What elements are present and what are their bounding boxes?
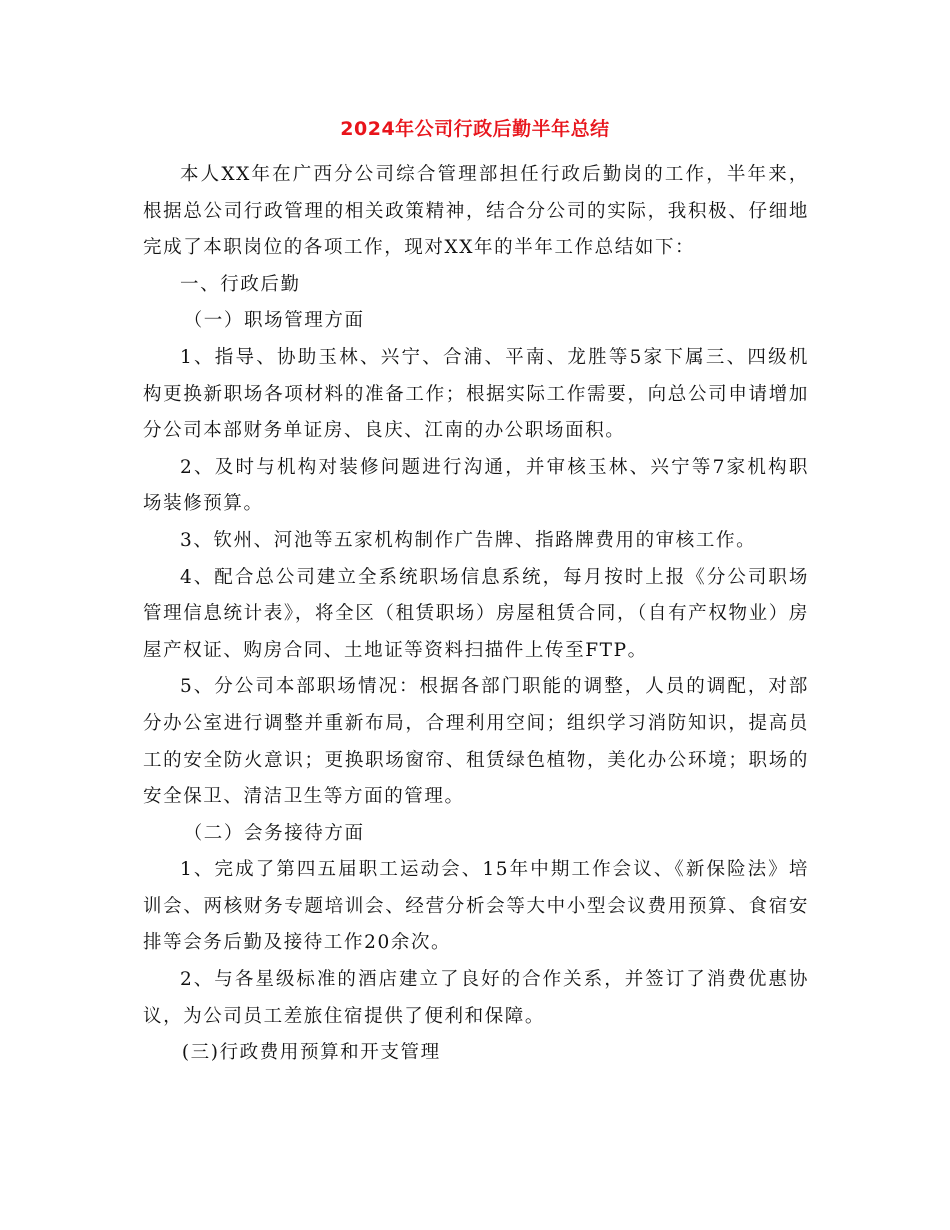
document-title: 2024年公司行政后勤半年总结	[340, 118, 610, 140]
list-item: 1、指导、协助玉林、兴宁、合浦、平南、龙胜等5家下属三、四级机构更换新职场各项材料的准备工作；根据实际工作需要，向总公司申请增加分公司本部财务单证房、良庆、江南的办公职场面积。	[143, 346, 809, 442]
intro-paragraph: 本人XX年在广西分公司综合管理部担任行政后勤岗的工作，半年来，根据总公司行政管理的相关政策精神，结合分公司的实际，我积极、仔细地完成了本职岗位的各项工作，现对XX年的半年工作总结如下：	[143, 164, 809, 259]
subsection-heading: (三)行政费用预算和开支管理	[181, 1042, 441, 1064]
list-item: 4、配合总公司建立全系统职场信息系统，每月按时上报《分公司职场管理信息统计表》，将全区（租赁职场）房屋租赁合同，（自有产权物业）房屋产权证、购房合同、土地证等资料扫描件上传至FTP。	[143, 566, 809, 661]
list-item: 3、钦州、河池等五家机构制作广告牌、指路牌费用的审核工作。	[180, 529, 757, 551]
list-item: 2、及时与机构对装修问题进行沟通，并审核玉林、兴宁等7家机构职场装修预算。	[143, 456, 809, 515]
list-item: 1、完成了第四五届职工运动会、15年中期工作会议、《新保险法》培训会、两核财务专题培训会、经营分析会等大中小型会议费用预算、食宿安排等会务后勤及接待工作20余次。	[143, 859, 809, 954]
subsection-heading: （一）职场管理方面	[183, 310, 365, 332]
section-heading: 一、行政后勤	[180, 273, 301, 295]
subsection-heading: （二）会务接待方面	[183, 822, 365, 844]
document-body	[143, 157, 809, 1072]
list-item: 5、分公司本部职场情况：根据各部门职能的调整，人员的调配，对部分办公室进行调整并重新布局，合理利用空间；组织学习消防知识，提高员工的安全防火意识；更换职场窗帘、租赁绿色植物，美化办公环境；职场的安全保卫、清洁卫生等方面的管理。	[143, 676, 809, 808]
list-item: 2、与各星级标准的酒店建立了良好的合作关系，并签订了消费优惠协议，为公司员工差旅住宿提供了便利和保障。	[143, 969, 809, 1027]
